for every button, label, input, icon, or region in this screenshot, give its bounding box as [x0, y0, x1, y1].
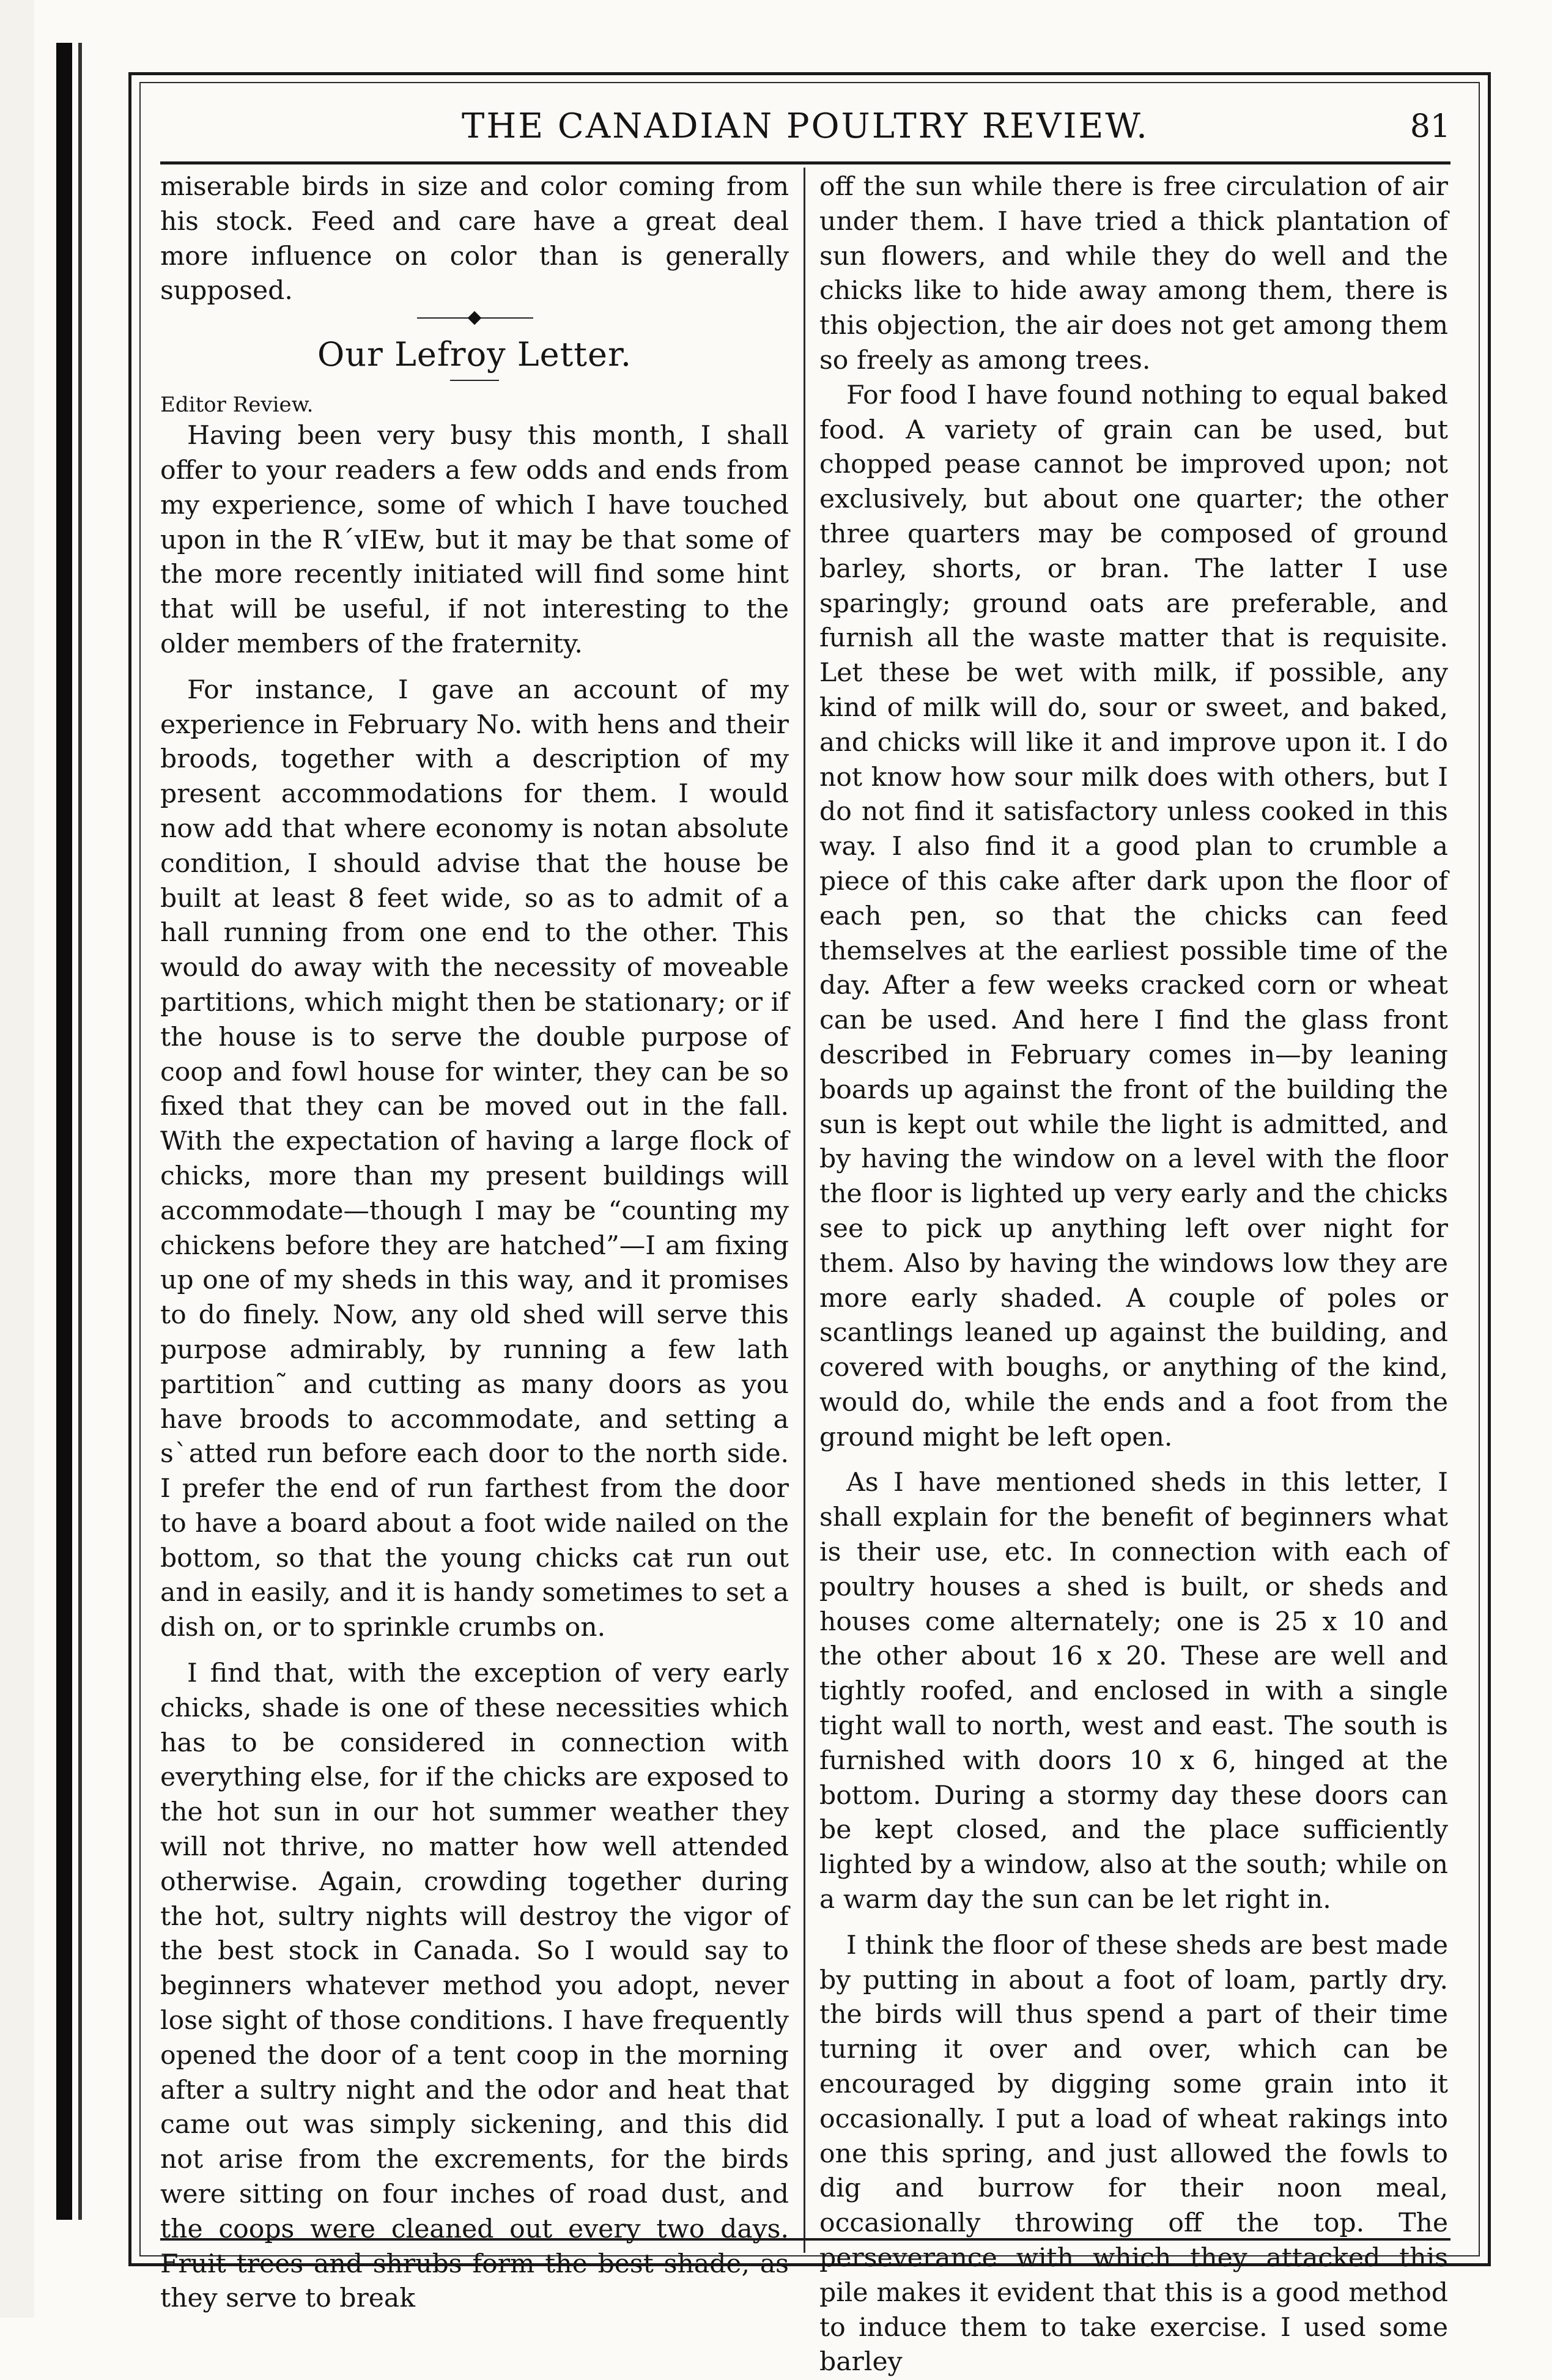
spine-thin-line [78, 43, 82, 2220]
intro-paragraph: miserable birds in size and color coming from his stock. Feed and care have a great deal more influence on color than is generally supposed. [160, 172, 789, 306]
column-divider [804, 168, 805, 2253]
article-paragraph: For food I have found nothing to equal baked food. A variety of grain can be used, but chopped pease cannot be improved upon; not exclusively, but about one quarter; the other three quarters may be composed of ground barley, shorts, or bran. The latter I use sparingly; ground oats are preferable, and furnish all the waste matter that is requisite. Let these be wet with milk, if possible, any kind of milk will do, sour or sweet, and baked, and chicks will like it and improve upon it. I do not know how sour milk does with others, but I do not find it satisfactory unless cooked in this way. I also find it a good plan to crumble a piece of this cake after dark upon the floor of each pen, so that the chicks can feed themselves at the earliest possible time of the day. After a few weeks cracked corn or wheat can be used. And here I find the glass front described in February comes in—by leaning boards up against the front of the building the sun is kept out while the light is admitted, and by having the window on a level with the floor the floor is lighted up very early and the chicks see to pick up anything left over night for them. Also by having the windows low they are more early shaded. A couple of poles or scantlings leaned up against the building, and covered with boughs, or anything of the kind, would do, while the ends and a foot from the ground might be left open. [819, 380, 1448, 1452]
ornament-diamond-icon [468, 311, 482, 325]
salutation: Editor Review. [160, 393, 314, 418]
running-header [160, 102, 1450, 152]
page-binding-margin [0, 0, 34, 2318]
spine-shadow-bar [56, 43, 72, 2220]
right-column [819, 170, 1448, 2378]
article-paragraph: For instance, I gave an account of my experience in February No. with hens and their broods, together with a description of my present accommodations for them. I would now add that where economy is notan absolute condition, I should advise that the house be built at least 8 feet wide, so as to admit of a hall running from one end to the other. This would do away with the necessity of moveable partitions, which might then be stationary; or if the house is to serve the double purpose of coop and fowl house for winter, they can be so fixed that they can be moved out in the fall. With the expectation of having a large flock of chicks, more than my present buildings will accommodate—though I may be “counting my chickens before they are hatched”—I am fixing up one of my sheds in this way, and it promises to do finely. Now, any old shed will serve this purpose admirably, by running a few lath partition˜ and cutting as many doors as you have broods to accommodate, and setting a sˋatted run before each door to the north side. I prefer the end of run farthest from the door to have a board about a foot wide nailed on the bottom, so that the young chicks caŧ run out and in easily, and it is handy sometimes to set a dish on, or to sprinkle crumbs on. [160, 674, 789, 1643]
publication-title: THE CANADIAN POULTRY REVIEW. [462, 106, 1149, 146]
article-paragraph: Having been very busy this month, I shall offer to your readers a few odds and ends from my experience, some of which I have touched upon in the R´vIEw, but it may be that some of the more recently initiated will find some hint that will be useful, if not interesting to the older members of the fraternity. [160, 421, 789, 659]
left-column [160, 170, 789, 2314]
section-ornament [160, 309, 789, 327]
article-paragraph: I think the floor of these sheds are best made by putting in about a foot of loam, partly dry. the birds will thus spend a part of their time turning it over and over, which can be encouraged by digging some grain into it occasionally. I put a load of wheat rakings into one this spring, and just allowed the fowls to dig and burrow for their noon meal, occasionally throwing off the top. The perseverance with which they attacked this pile makes it evident that this is a good method to induce them to take exercise. I used some barley [819, 1930, 1448, 2378]
article-paragraph: I find that, with the exception of very early chicks, shade is one of these necessities which has to be considered in connection with everything else, for if the chicks are exposed to the hot sun in our hot summer weather they will not thrive, no matter how well attended otherwise. Again, crowding together during the hot, sultry nights will destroy the vigor of the best stock in Canada. So I would say to beginners whatever method you adopt, never lose sight of those conditions. I have frequently opened the door of a tent coop in the morning after a sultry night and the odor and heat that came out was simply sickening, and this did not arise from the excrements, for the birds were sitting on four inches of road dust, and the coops were cleaned out every two days. Fruit trees and shrubs form the best shade, as they serve to break [160, 1658, 789, 2314]
header-rule [160, 161, 1450, 164]
page-number: 81 [1410, 108, 1450, 145]
article-title: Our Lefroy Letter. [317, 335, 632, 374]
article-paragraph: off the sun while there is free circulation of air under them. I have tried a thick plantation of sun flowers, and while they do well and the chicks like to hide away among them, there is this objection, the air does not get among them so freely as among trees. [819, 172, 1448, 375]
article-paragraph: As I have mentioned sheds in this letter, I shall explain for the benefit of beginners what is their use, etc. In connection with each of poultry houses a shed is built, or sheds and houses come alternately; one is 25 x 10 and the other about 16 x 20. These are well and tightly roofed, and enclosed in with a single tight wall to north, west and east. The south is furnished with doors 10 x 6, hinged at the bottom. During a stormy day these doors can be kept closed, and the place sufficiently lighted by a window, also at the south; while on a warm day the sun can be let right in. [819, 1468, 1448, 1915]
title-rule [450, 380, 499, 381]
